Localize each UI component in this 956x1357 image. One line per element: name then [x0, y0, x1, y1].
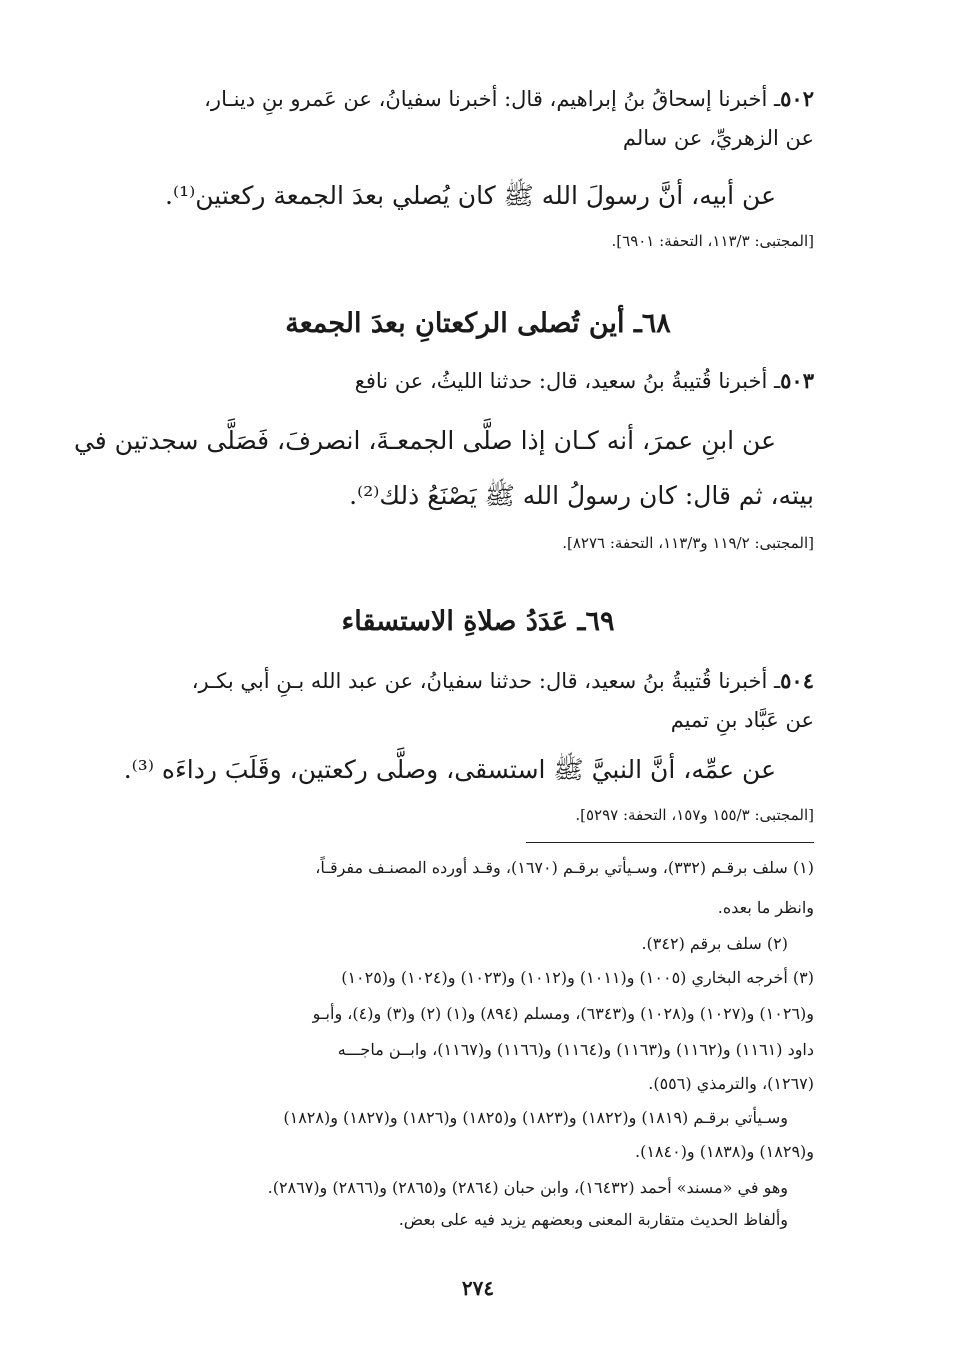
footnote-3-line3: داود (١١٦١) و(١١٦٢) و(١١٦٣) و(١١٦٤) و(١١٦٦) و(١١٦٧)، وابــن ماجـــه	[337, 1040, 814, 1059]
hadith-503-reference: [المجتبى: ١١٩/٢ و١١٣/٣، التحفة: ٨٢٧٦].	[562, 534, 814, 552]
chapter-68-heading: ٦٨ـ أين تُصلى الركعتانِ بعدَ الجمعة	[285, 308, 671, 339]
footnote-3-line6: و(١٨٢٩) و(١٨٣٨) و(١٨٤٠).	[634, 1142, 814, 1161]
hadith-503-isnad: ٥٠٣ـ أخبرنا قُتيبةُ بنُ سعيد، قال: حدثنا الليثُ، عن نافع	[354, 368, 814, 393]
hadith-502-isnad-line2: عن الزهريِّ، عن سالم	[622, 126, 814, 150]
footnote-3-line8: وألفاظ الحديث متقاربة المعنى وبعضهم يزيد فيه على بعض.	[398, 1210, 788, 1229]
footnote-1-line2: وانظر ما بعده.	[717, 898, 814, 917]
chapter-69-heading: ٦٩ـ عَدَدُ صلاةِ الاستسقاء	[341, 606, 615, 637]
hadith-503-matn-line1: عن ابنِ عمرَ، أنه كـان إذا صلَّى الجمعـةَ، انصرفَ، فَصَلَّى سجدتين في	[73, 426, 776, 455]
page-number: ٢٧٤	[461, 1276, 495, 1300]
hadith-504-isnad-line1: ٥٠٤ـ أخبرنا قُتيبةُ بنُ سعيد، قال: حدثنا سفيانُ، عن عبد الله بـنِ أبي بكـر،	[191, 668, 814, 693]
hadith-502-isnad-line1: ٥٠٢ـ أخبرنا إسحاقُ بنُ إبراهيم، قال: أخبرنا سفيانُ، عن عَمرو بنِ دينـار،	[204, 86, 814, 111]
hadith-503-matn-line2: بيته، ثم قال: كان رسولُ الله ﷺ يَصْنَعُ ذلك⁽²⁾.	[349, 481, 814, 510]
hadith-504-number: ٥٠٤	[780, 668, 814, 693]
hadith-502-number: ٥٠٢	[780, 86, 814, 111]
hadith-502-matn: عن أبيه، أنَّ رسولَ الله ﷺ كان يُصلي بعدَ الجمعة ركعتين⁽¹⁾.	[165, 181, 776, 210]
footnote-separator	[526, 842, 814, 843]
hadith-502-reference: [المجتبى: ١١٣/٣، التحفة: ٦٩٠١].	[611, 232, 814, 250]
hadith-504-reference: [المجتبى: ١٥٥/٣ و١٥٧، التحفة: ٥٢٩٧].	[575, 806, 814, 824]
hadith-503-number: ٥٠٣	[780, 368, 814, 393]
footnote-2: (٢) سلف برقم (٣٤٢).	[641, 934, 788, 953]
footnote-3-line7: وهو في «مسند» أحمد (١٦٤٣٢)، وابن حبان (٢٨٦٤) و(٢٨٦٥) و(٢٨٦٦) و(٢٨٦٧).	[267, 1178, 788, 1197]
footnote-1-line1: (١) سلف برقـم (٣٣٢)، وسـيأتي برقـم (١٦٧٠)، وقـد أورده المصنـف مفرقـاً،	[315, 858, 814, 877]
footnote-3-line1: (٣) أخرجه البخاري (١٠٠٥) و(١٠١١) و(١٠١٢) و(١٠٢٣) و(١٠٢٤) و(١٠٢٥)	[341, 968, 814, 987]
footnote-3-line5: وسـيأتي برقـم (١٨١٩) و(١٨٢٢) و(١٨٢٣) و(١٨٢٥) و(١٨٢٦) و(١٨٢٧) و(١٨٢٨)	[283, 1108, 788, 1127]
hadith-504-matn: عن عمِّه، أنَّ النبيَّ ﷺ استسقى، وصلَّى ركعتين، وقَلَبَ رداءَه ⁽³⁾.	[123, 755, 776, 784]
hadith-504-isnad-line2: عن عَبَّاد بنِ تميم	[670, 708, 814, 732]
footnote-3-line4: (١٢٦٧)، والترمذي (٥٥٦).	[648, 1074, 814, 1093]
footnote-3-line2: و(١٠٢٦) و(١٠٢٧) و(١٠٢٨) و(٦٣٤٣)، ومسلم (٨٩٤) و(١) (٢) و(٣) و(٤)، وأبـو	[312, 1004, 814, 1023]
